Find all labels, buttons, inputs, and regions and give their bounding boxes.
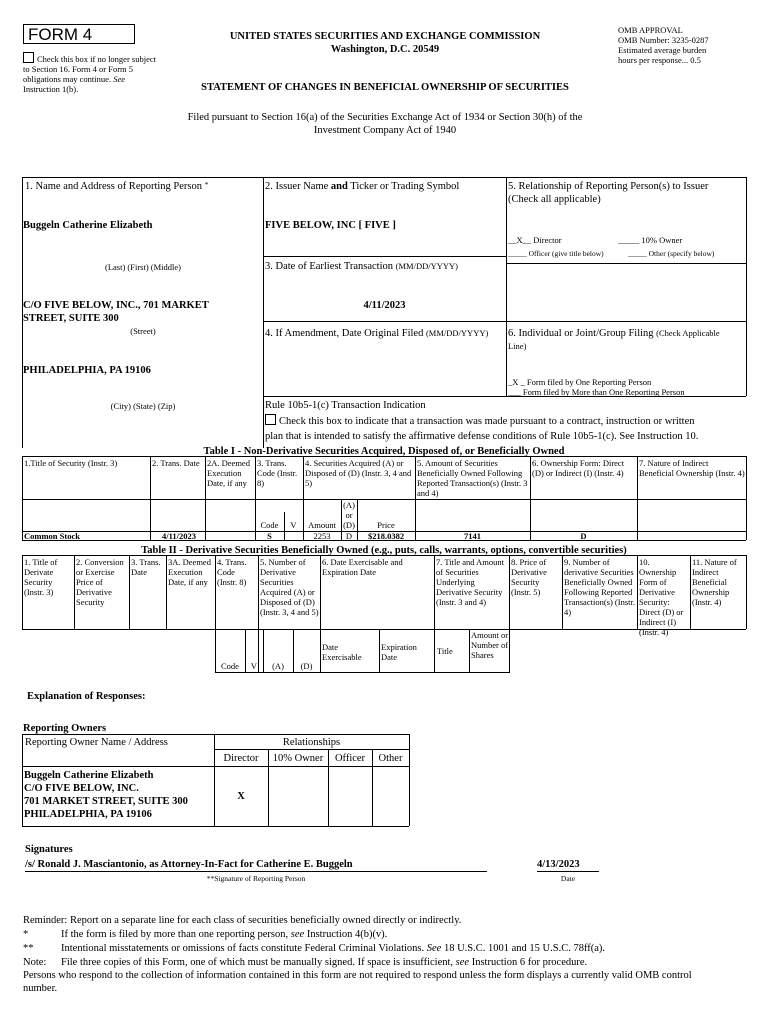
note-label: Note: (23, 957, 47, 968)
t1-sub-code: Code (260, 520, 279, 530)
t1-row-owned: 7141 (464, 531, 481, 541)
no-longer-subject-note: Check this box if no longer subject to Section 16. Form 4 or Form 5 obligations may continue. See Instruction 1(b). (23, 54, 156, 94)
t2-sub-amount: Amount or Number of Shares (471, 630, 509, 660)
t1-row-code: S (267, 531, 272, 541)
other-option: _____ Other (specify below) (628, 249, 715, 258)
street-caption: (Street) (130, 326, 156, 336)
persons-respond-text: Persons who respond to the collection of information contained in this form are not required to respond unless the form displays a currently valid OMB control number. (23, 970, 692, 994)
form-title: FORM 4 (23, 24, 135, 44)
t1-sub-amount: Amount (308, 520, 336, 530)
t2-sub-code: Code (221, 661, 239, 671)
signature-caption: **Signature of Reporting Person (206, 874, 306, 883)
box2-label: 2. Issuer Name and Ticker or Trading Symbol (265, 181, 460, 192)
officer-option: _____ Officer (give title below) (508, 249, 604, 258)
owners-col-officer: Officer (334, 753, 366, 764)
footnote-double-star: ** (23, 943, 34, 954)
statement-title: STATEMENT OF CHANGES IN BENEFICIAL OWNERSHIP OF SECURITIES (201, 82, 569, 93)
t1-h-nature: 7. Nature of Indirect Beneficial Ownership (Instr. 4) (639, 458, 745, 478)
footnote-double-star-text: Intentional misstatements or omissions of facts constitute Federal Criminal Violations. See 18 U.S.C. 1001 and 15 U.S.C. 78ff(a). (61, 943, 606, 954)
issuer-name: FIVE BELOW, INC [ FIVE ] (265, 220, 396, 231)
owners-col-director: Director (223, 753, 259, 764)
rule-10b5-text: Check this box to indicate that a transaction was made pursuant to a contract, instruction or written plan that is intended to satisfy the affirmative defense conditions of Rule 10b5-1(c). See Instruction 10. (265, 416, 699, 442)
table-ii-title: Table II - Derivative Securities Beneficially Owned (e.g., puts, calls, warrants, options, convertible securities) (141, 545, 627, 556)
date-caption: Date (560, 874, 576, 883)
box4-label: 4. If Amendment, Date Original Filed (MM/DD/YYYY) (265, 328, 489, 339)
t2-sub-date-exercisable: Date Exercisable (322, 642, 362, 662)
reporting-owners-title: Reporting Owners (23, 723, 107, 734)
t2-sub-d: (D) (300, 661, 313, 671)
t1-row-a-or-d: D (345, 531, 353, 541)
filing-option-one: _X _ Form filed by One Reporting Person (508, 377, 652, 387)
box1-label: 1. Name and Address of Reporting Person * (25, 180, 209, 192)
no-longer-subject-checkbox[interactable] (23, 52, 34, 63)
t2-h-title: 1. Title of Derivate Security (Instr. 3) (24, 557, 58, 597)
street-line-2: STREET, SUITE 300 (23, 313, 119, 324)
table-i-title: Table I - Non-Derivative Securities Acquired, Disposed of, or Beneficially Owned (203, 446, 565, 457)
t2-h-underlying: 7. Title and Amount of Securities Underlying Derivative Security (Instr. 3 and 4) (436, 557, 505, 607)
explanation-heading: Explanation of Responses: (27, 691, 146, 702)
t1-h-amount-owned: 5. Amount of Securities Beneficially Owned Following Reported Transaction(s) (Instr. 3 and 4) (417, 458, 528, 498)
t1-h-title: 1.Title of Security (Instr. 3) (24, 458, 118, 468)
t2-h-code: 4. Trans. Code (Instr. 8) (217, 557, 247, 587)
t2-h-number: 5. Number of Derivative Securities Acquired (A) or Disposed of (D) (Instr. 3, 4 and 5) (260, 557, 319, 617)
signature-text: /s/ Ronald J. Masciantonio, as Attorney-In-Fact for Catherine E. Buggeln (25, 859, 353, 870)
signature-date: 4/13/2023 (537, 859, 580, 870)
agency-name: UNITED STATES SECURITIES AND EXCHANGE COMMISSION (229, 31, 541, 42)
street-line-1: C/O FIVE BELOW, INC., 701 MARKET (23, 300, 209, 311)
earliest-transaction-date: 4/11/2023 (363, 300, 406, 311)
city-caption: (City) (State) (Zip) (110, 401, 176, 411)
t1-sub-v: V (290, 520, 297, 530)
t1-sub-price: Price (377, 520, 395, 530)
director-option: __X__ Director (508, 235, 562, 245)
owners-col-relationships: Relationships (282, 737, 341, 748)
rule-10b5-title: Rule 10b5-1(c) Transaction Indication (265, 400, 426, 411)
footnote-star: * (23, 929, 29, 940)
t1-sub-a-or-d: (A) or (D) (343, 500, 355, 530)
t2-h-nature: 11. Nature of Indirect Beneficial Ownership (Instr. 4) (692, 557, 737, 607)
box5-label: 5. Relationship of Reporting Person(s) to Issuer (Check all applicable) (508, 181, 709, 205)
t2-h-owned: 9. Number of derivative Securities Beneficially Owned Following Reported Transaction(s) (Instr. 4) (564, 557, 635, 617)
box6-label: 6. Individual or Joint/Group Filing (Check Applicable Line) (508, 328, 720, 351)
agency-location: Washington, D.C. 20549 (330, 44, 440, 55)
t2-sub-a: (A) (272, 661, 284, 671)
t1-h-deemed: 2A. Deemed Execution Date, if any (207, 458, 250, 488)
t1-row-price: $218.0382 (367, 531, 405, 541)
omb-approval: OMB APPROVAL OMB Number: 3235-0287 Estimated average burden hours per response... 0.5 (618, 25, 709, 65)
t1-row-security: Common Stock (24, 531, 80, 541)
reporting-person-name: Buggeln Catherine Elizabeth (23, 220, 153, 231)
owner-address: Buggeln Catherine Elizabeth C/O FIVE BELOW, INC. 701 MARKET STREET, SUITE 300 PHILADELPHIA, PA 19106 (24, 770, 188, 820)
ten-percent-owner-option: _____ 10% Owner (618, 235, 683, 245)
box3-label: 3. Date of Earliest Transaction (MM/DD/YYYY) (265, 261, 458, 272)
t1-h-date: 2. Trans. Date (152, 458, 200, 468)
signatures-title: Signatures (25, 844, 73, 855)
t1-h-acquired: 4. Securities Acquired (A) or Disposed of (D) (Instr. 3, 4 and 5) (305, 458, 412, 488)
t1-row-form: D (580, 531, 587, 541)
t2-h-ownership-form: 10. Ownership Form of Derivative Security: Direct (D) or Indirect (I) (Instr. 4) (639, 557, 684, 637)
rule-10b5-checkbox[interactable] (265, 414, 276, 425)
t1-h-ownership-form: 6. Ownership Form: Direct (D) or Indirect (I) (Instr. 4) (532, 458, 625, 478)
name-caption: (Last) (First) (Middle) (104, 262, 181, 272)
t2-sub-title: Title (437, 646, 453, 656)
t1-row-date: 4/11/2023 (162, 531, 197, 541)
owners-col-other: Other (378, 753, 403, 764)
t2-h-price: 8. Price of Derivative Security (Instr. 5) (511, 557, 547, 597)
filed-pursuant-text: Filed pursuant to Section 16(a) of the Securities Exchange Act of 1934 or Section 30(h) of the Investment Company Act of 1940 (187, 112, 583, 136)
city-state-zip: PHILADELPHIA, PA 19106 (23, 365, 151, 376)
filing-option-more: ___ Form filed by More than One Reporting Person (508, 387, 685, 397)
owner-director-mark: X (237, 791, 245, 802)
t2-sub-expiration: Expiration Date (381, 642, 417, 662)
t2-h-deemed: 3A. Deemed Execution Date, if any (168, 557, 211, 587)
footnote-star-text: If the form is filed by more than one reporting person, see Instruction 4(b)(v). (61, 929, 388, 940)
owners-col-name: Reporting Owner Name / Address (25, 737, 168, 748)
t1-h-code: 3. Trans. Code (Instr. 8) (257, 458, 298, 488)
t1-row-amount: 2253 (313, 531, 331, 541)
note-text: File three copies of this Form, one of which must be manually signed. If space is insufficient, see Instruction 6 for procedure. (61, 957, 588, 968)
t2-sub-v: V (250, 661, 258, 671)
t2-h-conversion: 2. Conversion or Exercise Price of Derivative Security (76, 557, 124, 607)
owners-col-ten-percent: 10% Owner (272, 753, 324, 764)
reminder-text: Reminder: Report on a separate line for each class of securities beneficially owned directly or indirectly. (23, 915, 462, 926)
t2-h-exercisable: 6. Date Exercisable and Expiration Date (322, 557, 403, 577)
t2-h-date: 3. Trans. Date (131, 557, 161, 577)
